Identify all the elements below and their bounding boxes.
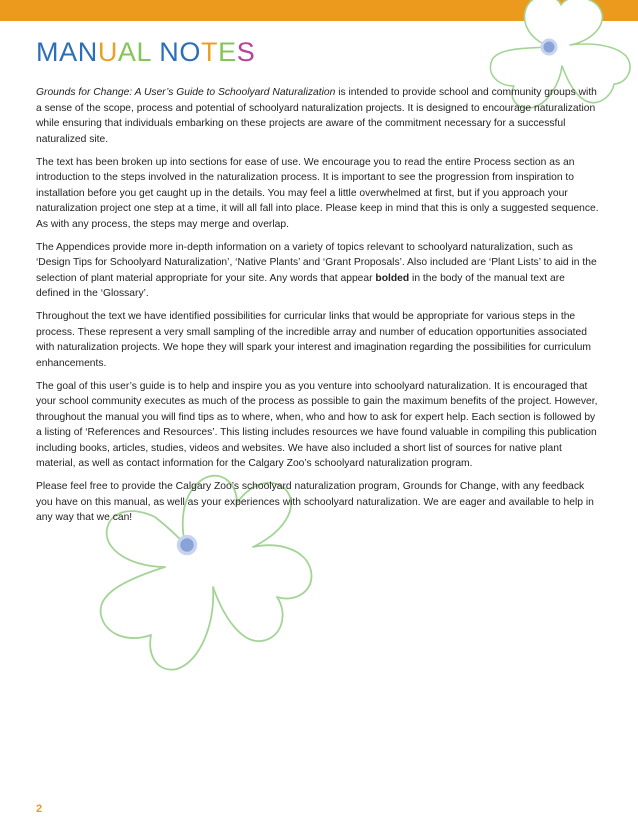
title-letter: O (179, 37, 201, 67)
flower-center (542, 40, 556, 54)
paragraph-sections: The text has been broken up into sections for ease of use. We encourage you to read the entire Process section as an introduction to the steps involved in the naturalization process. It is important to see the progression from inspiration to installation before you get caught up in the details. You may feel a little overwhelmed at first, but if you approach your naturalization project one step at a time, it will all fall into place. Please keep in mind that this is only a suggested sequence. As with any process, the steps may merge and overlap. (36, 156, 599, 230)
paragraph-intro (36, 85, 599, 147)
title-letter: A (59, 37, 78, 67)
body-text (36, 85, 599, 533)
flower-center (179, 537, 196, 554)
title-letter: M (36, 37, 60, 67)
paragraph-goal: The goal of this user’s guide is to help and inspire you as you venture into schoolyard naturalization. It is encouraged that your school community executes as much of the process as possible to gain the maximum benefits of the project. However, throughout the manual you will find tips as to where, when, who and how to ask for expert help. Each section is followed by a listing of ‘References and Resources’. This listing includes resources we have found valuable in compiling this publication including books, articles, studies, videos and websites. We have also included a short list of sources for native plant material, as well as contact information for the Calgary Zoo’s schoolyard naturalization program. (36, 380, 598, 469)
title-letter: U (97, 37, 118, 67)
title-letter: A (117, 37, 137, 67)
paragraph-curricular-links: Throughout the text we have identified possibilities for curricular links that would be appropriate for various steps in the process. These represent a very small sampling of the incredible array and number of education opportunities associated with naturalization projects. We hope they will spark your interest and imagination regarding the possibilities for curriculum enhancements. (36, 311, 591, 369)
title-letter: E (218, 37, 237, 67)
book-title: Grounds for Change: A User’s Guide to Schoolyard Naturalization (36, 87, 336, 98)
title-letter: N (77, 37, 98, 67)
page-number: 2 (36, 803, 43, 815)
title-letter: L (136, 37, 152, 67)
paragraph-appendices (36, 240, 599, 302)
paragraph-feedback: Please feel free to provide the Calgary Zoo’s schoolyard naturalization program, Grounds for Change, with any feedback you have on this manual, as well as your experiences with schoolyard naturalization. We are eager and available to help in any way that we can! (36, 481, 594, 523)
title-letter: S (236, 37, 256, 67)
paragraph-text: The Appendices provide more in-depth information on a variety of topics relevant to schoolyard naturalization, such as ‘Design Tips for Schoolyard Naturalization’, ‘Native Plants’ and ‘Grant Proposals’. Also included are ‘Plant Lists’ to aid in the selection of plant material appropriate for your site. Any words that appear (36, 241, 597, 284)
page-title (36, 36, 255, 68)
title-letter: T (200, 37, 219, 67)
title-letter: N (159, 37, 180, 67)
bold-word: bolded (375, 272, 410, 284)
paragraph-text: is intended to provide school and community groups with a sense of the scope, process and potential of schoolyard naturalization projects. It is designed to encourage naturalization while ensuring that individuals embarking on these projects are aware of the commitment necessary for a successful naturalized site. (36, 87, 597, 145)
paragraph-text: in the body of the manual text are defined in the ‘Glossary’. (36, 272, 565, 299)
